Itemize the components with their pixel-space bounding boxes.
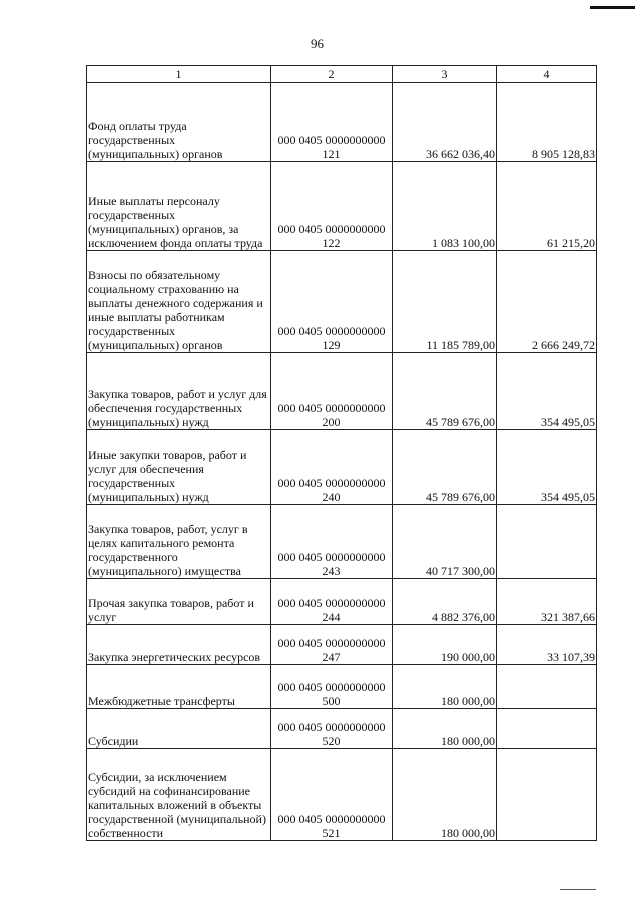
row-code-line1: 000 0405 0000000000 (277, 596, 386, 610)
table-row (87, 162, 597, 251)
row-code-line1: 000 0405 0000000000 (277, 550, 386, 564)
row-code (271, 505, 393, 579)
row-code-line2: 247 (322, 650, 341, 664)
row-col3-value: 45 789 676,00 (393, 430, 497, 505)
row-name: Субсидии, за исключением субсидий на софинансирование капитальных вложений в объекты государственной (муниципальной) собственности (87, 749, 271, 841)
table-row (87, 251, 597, 353)
table-header-row (87, 66, 597, 83)
row-code (271, 430, 393, 505)
row-code (271, 665, 393, 709)
row-code-line1: 000 0405 0000000000 (277, 476, 386, 490)
row-code-line2: 121 (322, 147, 341, 161)
row-code-line2: 520 (322, 734, 341, 748)
row-code-line1: 000 0405 0000000000 (277, 720, 386, 734)
row-col4-value: 61 215,20 (497, 162, 597, 251)
row-code-line1: 000 0405 0000000000 (277, 324, 386, 338)
table-row (87, 430, 597, 505)
column-header: 2 (271, 66, 393, 83)
row-code (271, 251, 393, 353)
row-col3-value: 180 000,00 (393, 665, 497, 709)
row-code-line2: 200 (322, 415, 341, 429)
row-col3-value: 45 789 676,00 (393, 353, 497, 430)
column-header: 3 (393, 66, 497, 83)
row-name: Закупка энергетических ресурсов (87, 625, 271, 665)
bottom-mark (560, 889, 596, 890)
row-name: Фонд оплаты труда государственных (муниципальных) органов (87, 83, 271, 162)
row-code (271, 162, 393, 251)
row-code-line1: 000 0405 0000000000 (277, 222, 386, 236)
row-name: Межбюджетные трансферты (87, 665, 271, 709)
row-name: Субсидии (87, 709, 271, 749)
row-code (271, 709, 393, 749)
row-col4-value (497, 749, 597, 841)
column-header: 4 (497, 66, 597, 83)
row-name: Прочая закупка товаров, работ и услуг (87, 579, 271, 625)
row-code-line1: 000 0405 0000000000 (277, 133, 386, 147)
table-body (87, 83, 597, 841)
row-col3-value: 180 000,00 (393, 709, 497, 749)
row-name: Иные закупки товаров, работ и услуг для обеспечения государственных (муниципальных) нужд (87, 430, 271, 505)
row-code (271, 749, 393, 841)
table-row (87, 353, 597, 430)
row-code-line1: 000 0405 0000000000 (277, 636, 386, 650)
row-name: Закупка товаров, работ, услуг в целях капитального ремонта государственного (муниципального) имущества (87, 505, 271, 579)
row-code (271, 579, 393, 625)
row-col3-value: 190 000,00 (393, 625, 497, 665)
row-col4-value: 354 495,05 (497, 430, 597, 505)
row-code-line1: 000 0405 0000000000 (277, 680, 386, 694)
row-col4-value: 354 495,05 (497, 353, 597, 430)
row-code-line1: 000 0405 0000000000 (277, 812, 386, 826)
row-code-line2: 521 (322, 826, 341, 840)
row-code-line1: 000 0405 0000000000 (277, 401, 386, 415)
row-col3-value: 4 882 376,00 (393, 579, 497, 625)
row-col4-value: 2 666 249,72 (497, 251, 597, 353)
table-row (87, 505, 597, 579)
row-col4-value: 321 387,66 (497, 579, 597, 625)
row-code-line2: 129 (322, 338, 341, 352)
row-code-line2: 122 (322, 236, 341, 250)
row-code (271, 625, 393, 665)
row-name: Иные выплаты персоналу государственных (муниципальных) органов, за исключением фонда оплаты труда (87, 162, 271, 251)
table-row (87, 83, 597, 162)
table-row (87, 709, 597, 749)
row-col3-value: 36 662 036,40 (393, 83, 497, 162)
row-col3-value: 40 717 300,00 (393, 505, 497, 579)
row-name: Взносы по обязательному социальному страхованию на выплаты денежного содержания и иные выплаты работникам государственных (муниципальных) органов (87, 251, 271, 353)
page-number: 96 (311, 36, 324, 51)
column-header: 1 (87, 66, 271, 83)
table-row (87, 749, 597, 841)
budget-table (86, 65, 597, 841)
row-col4-value: 33 107,39 (497, 625, 597, 665)
row-code-line2: 244 (322, 610, 341, 624)
row-code-line2: 243 (322, 564, 341, 578)
row-name: Закупка товаров, работ и услуг для обеспечения государственных (муниципальных) нужд (87, 353, 271, 430)
row-code (271, 353, 393, 430)
table-row (87, 625, 597, 665)
row-col4-value (497, 709, 597, 749)
row-col3-value: 180 000,00 (393, 749, 497, 841)
table-row (87, 665, 597, 709)
row-code-line2: 500 (322, 694, 341, 708)
row-code (271, 83, 393, 162)
table-row (87, 579, 597, 625)
corner-mark (590, 6, 635, 9)
row-col4-value (497, 665, 597, 709)
row-col3-value: 11 185 789,00 (393, 251, 497, 353)
row-col4-value: 8 905 128,83 (497, 83, 597, 162)
row-code-line2: 240 (322, 490, 341, 504)
row-col4-value (497, 505, 597, 579)
row-col3-value: 1 083 100,00 (393, 162, 497, 251)
